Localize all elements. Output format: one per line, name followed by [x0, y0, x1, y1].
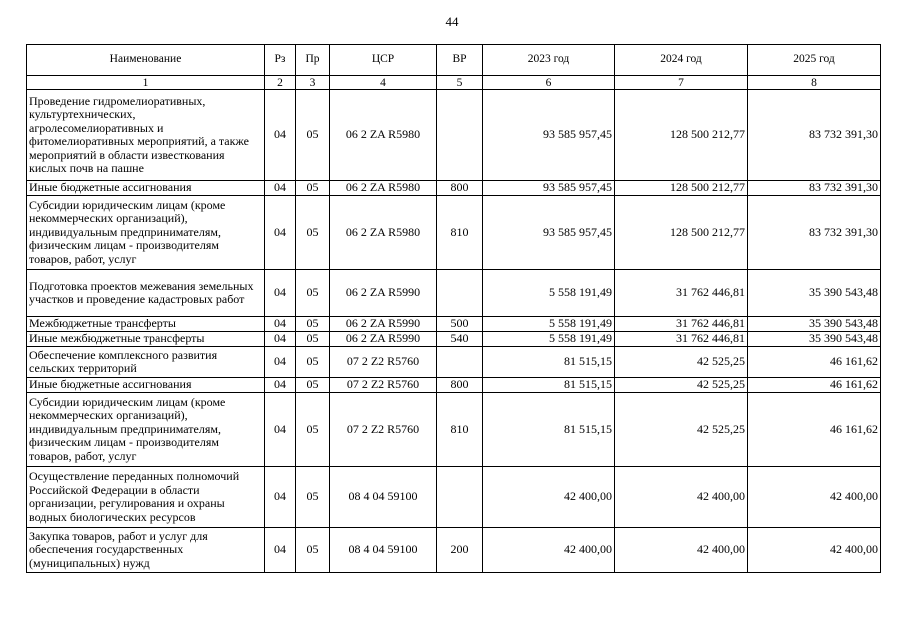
header-2023: 2023 год [483, 45, 615, 76]
column-number: 2 [265, 76, 296, 90]
table-row [27, 196, 881, 270]
row-name: Обеспечение комплексного развития сельских территорий [27, 347, 265, 378]
row-amount-2023: 93 585 957,45 [483, 181, 615, 196]
row-pr: 05 [296, 270, 330, 317]
row-rz: 04 [265, 332, 296, 347]
row-amount-2023: 5 558 191,49 [483, 317, 615, 332]
row-vr: 540 [437, 332, 483, 347]
header-csr: ЦСР [330, 45, 437, 76]
row-vr: 800 [437, 378, 483, 393]
header-rz: Рз [265, 45, 296, 76]
row-amount-2024: 128 500 212,77 [615, 181, 748, 196]
row-name: Иные межбюджетные трансферты [27, 332, 265, 347]
table-header-row [27, 45, 881, 76]
row-rz: 04 [265, 378, 296, 393]
row-pr: 05 [296, 196, 330, 270]
row-vr: 800 [437, 181, 483, 196]
row-rz: 04 [265, 317, 296, 332]
row-csr: 06 2 ZA R5980 [330, 181, 437, 196]
table-row [27, 181, 881, 196]
row-amount-2023: 81 515,15 [483, 393, 615, 467]
row-rz: 04 [265, 393, 296, 467]
row-amount-2024: 42 525,25 [615, 393, 748, 467]
row-amount-2025: 35 390 543,48 [748, 317, 881, 332]
row-name: Межбюджетные трансферты [27, 317, 265, 332]
row-amount-2023: 93 585 957,45 [483, 196, 615, 270]
row-vr [437, 467, 483, 528]
row-vr: 200 [437, 528, 483, 573]
table-row [27, 90, 881, 181]
table-row [27, 270, 881, 317]
row-rz: 04 [265, 181, 296, 196]
header-pr: Пр [296, 45, 330, 76]
row-name: Закупка товаров, работ и услуг для обеспечения государственных (муниципальных) нужд [27, 528, 265, 573]
row-csr: 07 2 Z2 R5760 [330, 378, 437, 393]
row-amount-2025: 42 400,00 [748, 467, 881, 528]
row-amount-2025: 83 732 391,30 [748, 90, 881, 181]
row-name: Подготовка проектов межевания земельных участков и проведение кадастровых работ [27, 270, 265, 317]
row-rz: 04 [265, 528, 296, 573]
column-number: 5 [437, 76, 483, 90]
row-amount-2025: 46 161,62 [748, 378, 881, 393]
table-row [27, 347, 881, 378]
table-row [27, 528, 881, 573]
row-amount-2023: 42 400,00 [483, 467, 615, 528]
row-amount-2023: 42 400,00 [483, 528, 615, 573]
row-amount-2024: 42 400,00 [615, 528, 748, 573]
row-name: Иные бюджетные ассигнования [27, 181, 265, 196]
header-2024: 2024 год [615, 45, 748, 76]
row-amount-2024: 31 762 446,81 [615, 270, 748, 317]
column-number: 8 [748, 76, 881, 90]
row-amount-2024: 31 762 446,81 [615, 317, 748, 332]
column-number-row [27, 76, 881, 90]
row-name: Проведение гидромелиоративных, культуртехнических, агролесомелиоративных и фитомелиоративных мероприятий, а также мероприятий в области известкования кислых почв на пашне [27, 90, 265, 181]
row-csr: 07 2 Z2 R5760 [330, 393, 437, 467]
page-number: 44 [445, 14, 459, 29]
row-rz: 04 [265, 467, 296, 528]
row-csr: 06 2 ZA R5980 [330, 196, 437, 270]
row-amount-2024: 128 500 212,77 [615, 196, 748, 270]
row-amount-2025: 46 161,62 [748, 347, 881, 378]
row-csr: 06 2 ZA R5990 [330, 270, 437, 317]
row-amount-2024: 42 400,00 [615, 467, 748, 528]
row-pr: 05 [296, 467, 330, 528]
row-amount-2025: 35 390 543,48 [748, 270, 881, 317]
row-csr: 06 2 ZA R5980 [330, 90, 437, 181]
table-row [27, 332, 881, 347]
row-amount-2024: 31 762 446,81 [615, 332, 748, 347]
row-pr: 05 [296, 181, 330, 196]
row-pr: 05 [296, 393, 330, 467]
column-number: 6 [483, 76, 615, 90]
header-2025: 2025 год [748, 45, 881, 76]
row-csr: 07 2 Z2 R5760 [330, 347, 437, 378]
row-amount-2023: 81 515,15 [483, 378, 615, 393]
row-amount-2023: 93 585 957,45 [483, 90, 615, 181]
row-vr: 810 [437, 196, 483, 270]
table-row [27, 378, 881, 393]
row-rz: 04 [265, 347, 296, 378]
row-amount-2023: 5 558 191,49 [483, 270, 615, 317]
header-vr: ВР [437, 45, 483, 76]
row-amount-2025: 35 390 543,48 [748, 332, 881, 347]
row-rz: 04 [265, 90, 296, 181]
row-csr: 08 4 04 59100 [330, 528, 437, 573]
row-amount-2023: 81 515,15 [483, 347, 615, 378]
row-amount-2025: 42 400,00 [748, 528, 881, 573]
row-pr: 05 [296, 332, 330, 347]
row-vr [437, 270, 483, 317]
table-row [27, 393, 881, 467]
row-vr: 810 [437, 393, 483, 467]
column-number: 4 [330, 76, 437, 90]
row-pr: 05 [296, 317, 330, 332]
row-amount-2025: 83 732 391,30 [748, 181, 881, 196]
table-row [27, 317, 881, 332]
row-vr [437, 90, 483, 181]
row-amount-2024: 42 525,25 [615, 378, 748, 393]
budget-table [26, 44, 881, 573]
row-amount-2023: 5 558 191,49 [483, 332, 615, 347]
header-name: Наименование [27, 45, 265, 76]
row-amount-2024: 128 500 212,77 [615, 90, 748, 181]
row-name: Субсидии юридическим лицам (кроме некоммерческих организаций), индивидуальным предпринимателям, физическим лицам - производителям товаров, работ, услуг [27, 196, 265, 270]
row-name: Иные бюджетные ассигнования [27, 378, 265, 393]
row-amount-2025: 46 161,62 [748, 393, 881, 467]
row-csr: 06 2 ZA R5990 [330, 332, 437, 347]
row-pr: 05 [296, 90, 330, 181]
column-number: 7 [615, 76, 748, 90]
row-pr: 05 [296, 378, 330, 393]
row-pr: 05 [296, 347, 330, 378]
row-rz: 04 [265, 196, 296, 270]
row-amount-2024: 42 525,25 [615, 347, 748, 378]
row-name: Субсидии юридическим лицам (кроме некоммерческих организаций), индивидуальным предпринимателям, физическим лицам - производителям товаров, работ, услуг [27, 393, 265, 467]
row-rz: 04 [265, 270, 296, 317]
row-amount-2025: 83 732 391,30 [748, 196, 881, 270]
table-row [27, 467, 881, 528]
column-number: 3 [296, 76, 330, 90]
row-vr [437, 347, 483, 378]
row-pr: 05 [296, 528, 330, 573]
row-vr: 500 [437, 317, 483, 332]
column-number: 1 [27, 76, 265, 90]
row-csr: 08 4 04 59100 [330, 467, 437, 528]
row-name: Осуществление переданных полномочий Российской Федерации в области организации, регулирования и охраны водных биологических ресурсов [27, 467, 265, 528]
row-csr: 06 2 ZA R5990 [330, 317, 437, 332]
